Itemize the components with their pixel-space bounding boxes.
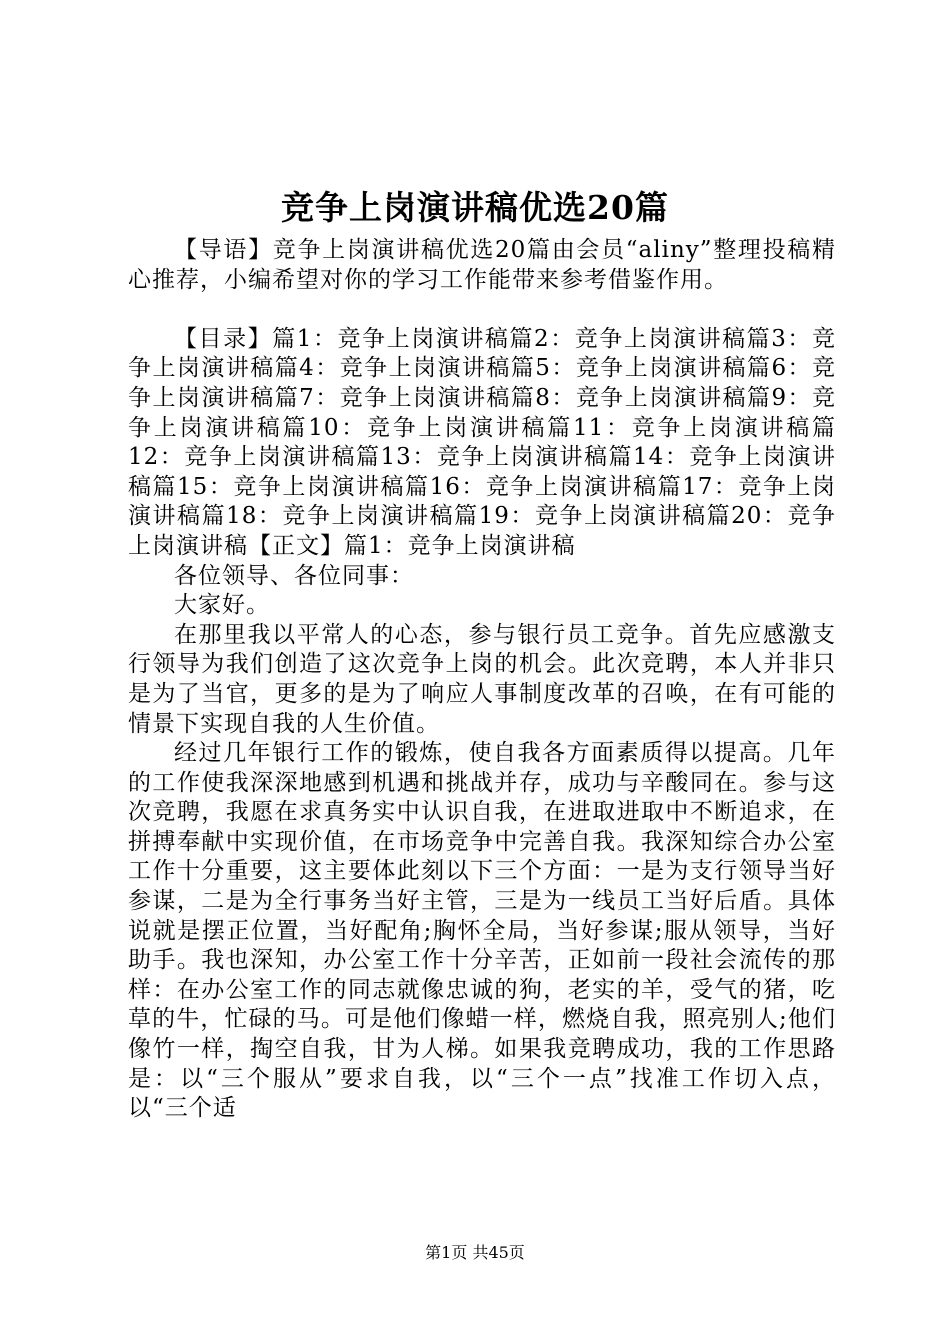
- intro-paragraph: 【导语】竞争上岗演讲稿优选20篇由会员“aliny”整理投稿精心推荐，小编希望对你的学习工作能带来参考借鉴作用。: [128, 237, 836, 293]
- document-body: [128, 236, 836, 1124]
- salutation-line: 各位领导、各位同事：: [174, 562, 414, 589]
- document-title: 竞争上岗演讲稿优选20篇: [281, 188, 669, 227]
- body-paragraph-2: 经过几年银行工作的锻炼，使自我各方面素质得以提高。几年的工作使我深深地感到机遇和挑战并存，成功与辛酸同在。参与这次竞聘，我愿在求真务实中认识自我，在进取进取中不断追求，在拼搏奉献中实现价值，在市场竞争中完善自我。我深知综合办公室工作十分重要，这主要体此刻以下三个方面：一是为支行领导当好参谋，二是为全行事务当好主管，三是为一线员工当好后盾。具体说就是摆正位置，当好配角;胸怀全局，当好参谋;服从领导，当好助手。我也深知，办公室工作十分辛苦，正如前一段社会流传的那样：在办公室工作的同志就像忠诚的狗，老实的羊，受气的猪，吃草的牛，忙碌的马。可是他们像蜡一样，燃烧自我，照亮别人;他们像竹一样，掏空自我，甘为人梯。如果我竞聘成功，我的工作思路是：以“三个服从”要求自我，以“三个一点”找准工作切入点，以“三个适: [128, 740, 836, 1122]
- page-footer: 第1页 共45页: [425, 1243, 525, 1262]
- greeting-line: 大家好。: [174, 592, 270, 619]
- toc-paragraph: 【目录】篇1：竞争上岗演讲稿篇2：竞争上岗演讲稿篇3：竞争上岗演讲稿篇4：竞争上岗演讲稿篇5：竞争上岗演讲稿篇6：竞争上岗演讲稿篇7：竞争上岗演讲稿篇8：竞争上岗演讲稿篇9：竞争上岗演讲稿篇10：竞争上岗演讲稿篇11：竞争上岗演讲稿篇12：竞争上岗演讲稿篇13：竞争上岗演讲稿篇14：竞争上岗演讲稿篇15：竞争上岗演讲稿篇16：竞争上岗演讲稿篇17：竞争上岗演讲稿篇18：竞争上岗演讲稿篇19：竞争上岗演讲稿篇20：竞争上岗演讲稿【正文】篇1：竞争上岗演讲稿: [128, 325, 836, 559]
- body-paragraph-1: 在那里我以平常人的心态，参与银行员工竞争。首先应感激支行领导为我们创造了这次竞争上岗的机会。此次竞聘，本人并非只是为了当官，更多的是为了响应人事制度改革的召唤，在有可能的情景下实现自我的人生价值。: [128, 621, 836, 737]
